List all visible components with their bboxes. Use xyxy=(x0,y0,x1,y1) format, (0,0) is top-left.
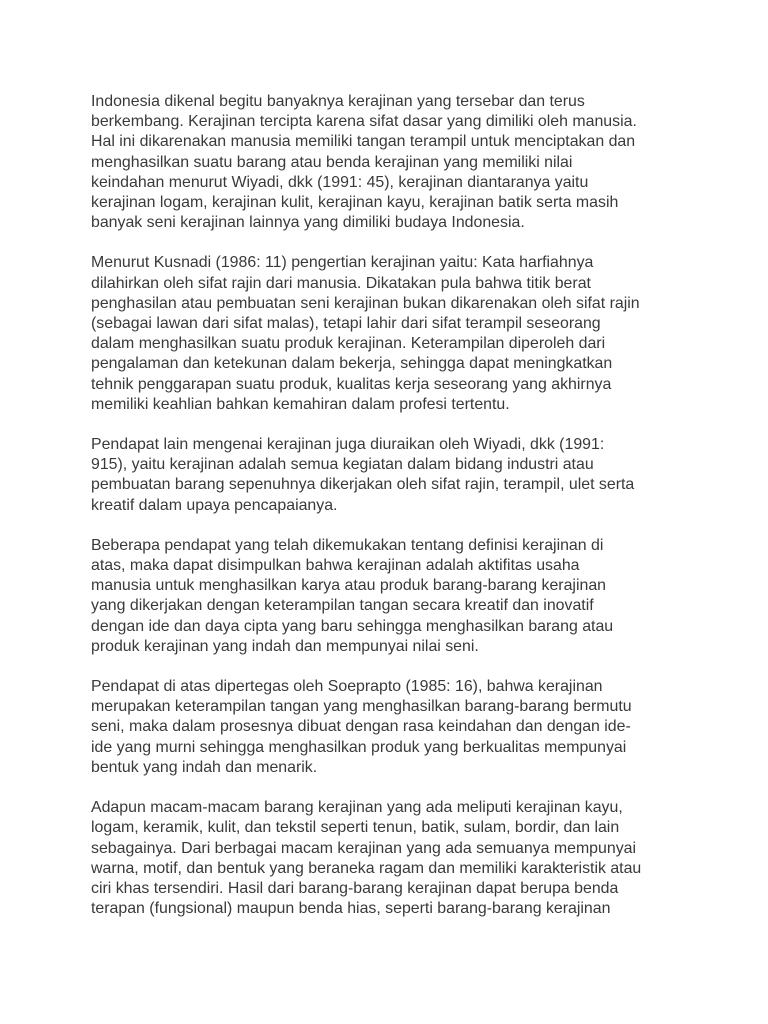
paragraph-1 xyxy=(91,92,691,233)
paragraph-3 xyxy=(91,435,691,516)
text-line: tehnik penggarapan suatu produk, kualitas kerja seseorang yang akhirnya xyxy=(91,375,612,393)
text-line: ide yang murni sehingga menghasilkan produk yang berkualitas mempunyai xyxy=(91,738,627,756)
text-line: pengalaman dan ketekunan dalam bekerja, sehingga dapat meningkatkan xyxy=(91,355,613,373)
text-line: yang dikerjakan dengan keterampilan tangan secara kreatif dan inovatif xyxy=(91,597,594,615)
text-line: Menurut Kusnadi (1986: 11) pengertian kerajinan yaitu: Kata harfiahnya xyxy=(91,254,594,272)
text-line: menghasilkan suatu barang atau benda kerajinan yang memiliki nilai xyxy=(91,153,573,171)
text-line: keindahan menurut Wiyadi, dkk (1991: 45), kerajinan diantaranya yaitu xyxy=(91,173,589,191)
text-line: dilahirkan oleh sifat rajin dari manusia. Dikatakan pula bahwa titik berat xyxy=(91,274,591,292)
text-line: 915), yaitu kerajinan adalah semua kegiatan dalam bidang industri atau xyxy=(91,456,594,474)
text-line: Adapun macam-macam barang kerajinan yang ada meliputi kerajinan kayu, xyxy=(91,799,623,817)
text-line: terapan (fungsional) maupun benda hias, seperti barang-barang kerajinan xyxy=(91,900,611,918)
text-line: dengan ide dan daya cipta yang baru sehingga menghasilkan barang atau xyxy=(91,617,614,635)
text-line: warna, motif, dan bentuk yang beraneka ragam dan memiliki karakteristik atau xyxy=(91,859,642,877)
text-line: Indonesia dikenal begitu banyaknya kerajinan yang tersebar dan terus xyxy=(91,93,585,110)
text-line: merupakan keterampilan tangan yang menghasilkan barang-barang bermutu xyxy=(91,698,632,716)
text-line: produk kerajinan yang indah dan mempunyai nilai seni. xyxy=(91,637,479,655)
paragraph-5 xyxy=(91,677,691,778)
text-line: banyak seni kerajinan lainnya yang dimiliki budaya Indonesia. xyxy=(91,214,525,232)
paragraph-6 xyxy=(91,798,691,919)
document-body xyxy=(91,92,691,939)
text-line: sebagainya. Dari berbagai macam kerajinan yang ada semuanya mempunyai xyxy=(91,839,637,857)
text-line: memiliki keahlian bahkan kemahiran dalam profesi tertentu. xyxy=(91,395,510,413)
text-line: Pendapat di atas dipertegas oleh Soeprapto (1985: 16), bahwa kerajinan xyxy=(91,678,603,696)
text-line: manusia untuk menghasilkan karya atau produk barang-barang kerajinan xyxy=(91,577,607,595)
text-line: atas, maka dapat disimpulkan bahwa kerajinan adalah aktifitas usaha xyxy=(91,557,580,575)
text-line: ciri khas tersendiri. Hasil dari barang-barang kerajinan dapat berupa benda xyxy=(91,879,619,897)
paragraph-2 xyxy=(91,253,691,415)
text-line: Pendapat lain mengenai kerajinan juga diuraikan oleh Wiyadi, dkk (1991: xyxy=(91,436,605,454)
paragraph-4 xyxy=(91,536,691,657)
text-line: pembuatan barang sepenuhnya dikerjakan oleh sifat rajin, terampil, ulet serta xyxy=(91,476,635,494)
text-line: bentuk yang indah dan menarik. xyxy=(91,758,318,776)
text-line: kerajinan logam, kerajinan kulit, kerajinan kayu, kerajinan batik serta masih xyxy=(91,194,619,212)
text-line: berkembang. Kerajinan tercipta karena sifat dasar yang dimiliki oleh manusia. xyxy=(91,113,637,131)
text-line: Beberapa pendapat yang telah dikemukakan tentang definisi kerajinan di xyxy=(91,536,604,554)
text-line: logam, keramik, kulit, dan tekstil seperti tenun, batik, sulam, bordir, dan lain xyxy=(91,819,620,837)
text-line: dalam menghasilkan suatu produk kerajinan. Keterampilan diperoleh dari xyxy=(91,335,606,353)
text-line: (sebagai lawan dari sifat malas), tetapi lahir dari sifat terampil seseorang xyxy=(91,315,601,333)
text-line: seni, maka dalam prosesnya dibuat dengan rasa keindahan dan dengan ide- xyxy=(91,718,631,736)
text-line: kreatif dalam upaya pencapaianya. xyxy=(91,496,338,514)
text-line: penghasilan atau pembuatan seni kerajinan bukan dikarenakan oleh sifat rajin xyxy=(91,294,640,312)
text-line: Hal ini dikarenakan manusia memiliki tangan terampil untuk menciptakan dan xyxy=(91,133,636,151)
